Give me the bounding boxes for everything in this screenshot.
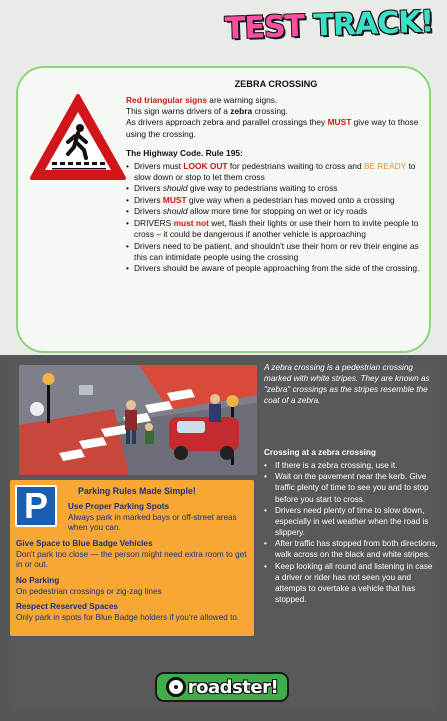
rule-bullet-6: • Drivers need to be patient, and shouldn't use their horn or rev their engine as this can intimidate people using the crossing	[126, 241, 426, 264]
crossing-item: • Wait on the pavement near the kerb. Give traffic plenty of time to see you and to stop before you start to cross.	[264, 471, 439, 504]
zebra-definition: A zebra crossing is a pedestrian crossing marked with white stripes. They are known as "zebra" crossings as the stripes resemble the coat of a zebra.	[264, 363, 430, 406]
crossing-advice	[264, 447, 439, 605]
zebra-heading: ZEBRA CROSSING	[234, 79, 318, 89]
zebra-line-2: This sign warns drivers of a zebra crossing.	[126, 105, 288, 116]
zebra-line-3: As drivers approach zebra and parallel crossings they MUST give way to those using the crossing.	[126, 117, 419, 139]
rule-bullet-4: • Drivers should allow more time for stopping on wet or icy roads	[126, 206, 426, 217]
parking-sign-icon: P	[15, 485, 57, 527]
title-banner	[224, 4, 434, 47]
parking-list	[16, 502, 252, 629]
zebra-crossing-warning-sign-icon	[28, 92, 128, 184]
parking-item: Use Proper Parking Spots Always park in marked bays or off-street areas when you can.	[68, 502, 237, 533]
rule-bullet-1: • Drivers must LOOK OUT for pedestrians waiting to cross and BE READY to slow down or stop to let them cross	[126, 161, 426, 184]
parking-item: Give Space to Blue Badge Vehicles Don't park too close — the person might need extra room to get in or out.	[16, 538, 247, 570]
crossing-item: • Keep looking all round and listening in case a driver or rider has not seen you and attempts to overtake a vehicle that has stopped.	[264, 561, 439, 606]
crossing-heading: Crossing at a zebra crossing	[264, 448, 376, 457]
rule-bullet-5: • DRIVERS must not wet, flash their lights or use their horn to invite people to cross – it could be dangerous if another vehicle is approaching	[126, 218, 426, 241]
rule-bullet-2: • Drivers should give way to pedestrians waiting to cross	[126, 183, 426, 194]
parking-title: Parking Rules Made Simple!	[78, 486, 196, 496]
crossing-item: • If there is a zebra crossing, use it.	[264, 460, 439, 471]
parking-item: No Parking On pedestrian crossings or zig-zag lines	[16, 575, 162, 596]
crossing-item: • After traffic has stopped from both directions, walk across on the black and white stripes.	[264, 538, 439, 560]
roadster-logo	[155, 672, 289, 702]
zebra-crossing-text	[126, 78, 426, 275]
zebra-crossing-illustration	[19, 365, 257, 475]
parking-item: Respect Reserved Spaces Only park in spots for Blue Badge holders if you're allowed to.	[16, 602, 240, 622]
wheel-icon	[166, 677, 186, 697]
rule-bullet-3: • Drivers MUST give way when a pedestrian has moved onto a crossing	[126, 195, 426, 206]
page-title	[224, 4, 433, 46]
zebra-intro: Red triangular signs are warning signs.	[126, 94, 278, 105]
title-part-2: TRACK!	[312, 4, 434, 44]
logo-text: roadster!	[187, 676, 279, 698]
parking-rules-box	[10, 480, 254, 636]
rule-bullet-7: • Drivers should be aware of people approaching from the side of the crossing.	[126, 263, 426, 274]
title-part-1: TEST	[224, 8, 305, 47]
crossing-item: • Drivers need plenty of time to slow down, especially in wet weather when the road is slippery.	[264, 505, 439, 538]
zebra-crossing-card	[16, 66, 431, 353]
highway-code-title: The Highway Code. Rule 195:	[126, 148, 243, 159]
